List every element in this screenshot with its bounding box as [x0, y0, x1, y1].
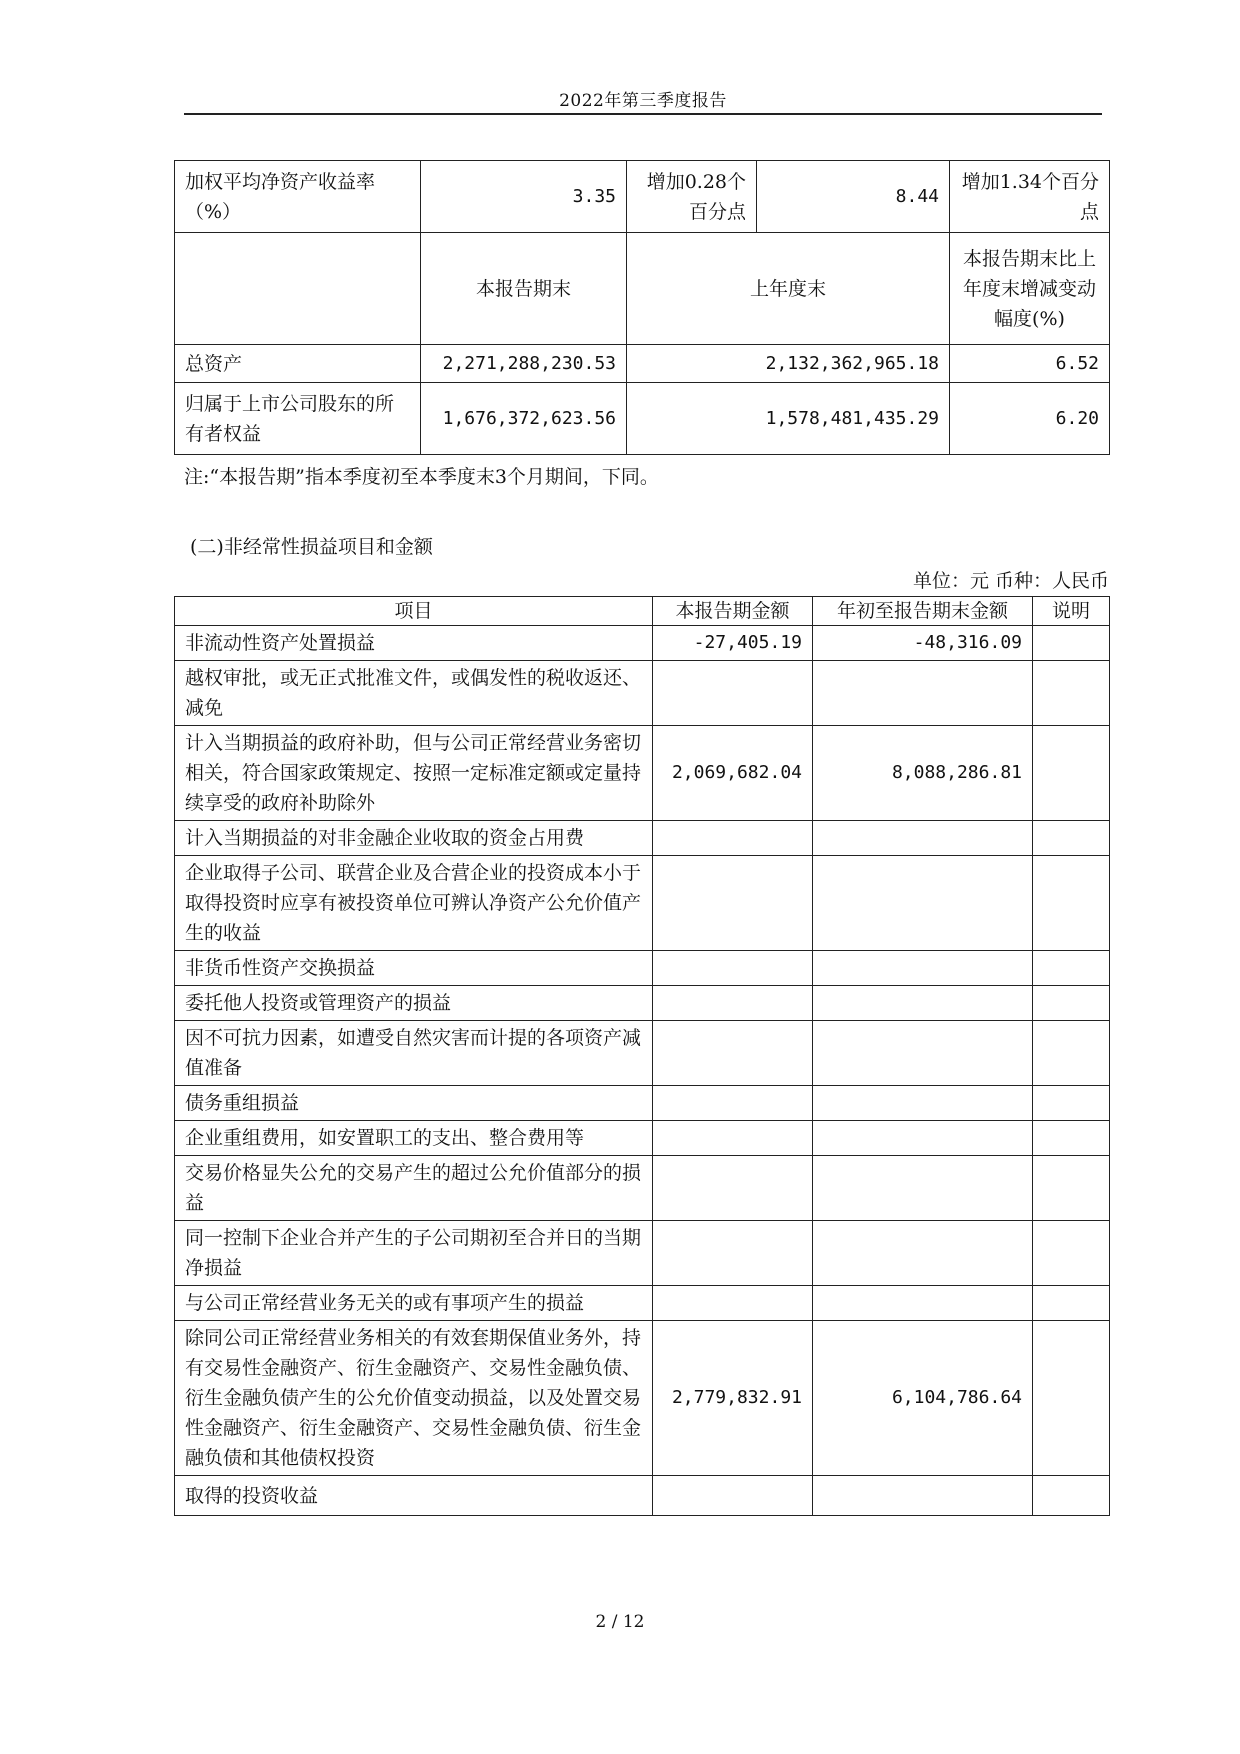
ytd-amount [813, 951, 1033, 986]
table-row [175, 383, 1110, 455]
remark [1033, 1286, 1110, 1321]
current-amount [653, 1286, 813, 1321]
item-label: 交易价格显失公允的交易产生的超过公允价值部分的损益 [175, 1156, 653, 1221]
current-amount [653, 1021, 813, 1086]
ytd-amount [813, 1121, 1033, 1156]
table-header-row [175, 233, 1110, 345]
row-label: 总资产 [175, 345, 421, 383]
current-amount [653, 1156, 813, 1221]
header-rule [184, 113, 1102, 115]
table-row [175, 951, 1110, 986]
remark [1033, 1476, 1110, 1516]
remark [1033, 1156, 1110, 1221]
row-period-end: 1,676,372,623.56 [421, 383, 627, 455]
row-change: 6.20 [950, 383, 1110, 455]
table-row [175, 1221, 1110, 1286]
table-header-row [175, 597, 1110, 626]
item-label: 越权审批，或无正式批准文件，或偶发性的税收返还、减免 [175, 661, 653, 726]
table-row [175, 1286, 1110, 1321]
ytd-amount [813, 661, 1033, 726]
remark [1033, 626, 1110, 661]
remark [1033, 821, 1110, 856]
current-amount [653, 1086, 813, 1121]
row-period-end: 2,271,288,230.53 [421, 345, 627, 383]
table-row [175, 726, 1110, 821]
ytd-amount: 6,104,786.64 [813, 1321, 1033, 1476]
col-header-remark: 说明 [1033, 597, 1110, 626]
item-label: 债务重组损益 [175, 1086, 653, 1121]
section-title: (二)非经常性损益项目和金额 [190, 536, 433, 558]
remark [1033, 1086, 1110, 1121]
roe-ytd-change: 增加1.34个百分点 [950, 161, 1110, 233]
item-label: 非货币性资产交换损益 [175, 951, 653, 986]
remark [1033, 856, 1110, 951]
remark [1033, 661, 1110, 726]
roe-ytd: 8.44 [757, 161, 950, 233]
ytd-amount [813, 986, 1033, 1021]
roe-label: 加权平均净资产收益率（%） [175, 161, 421, 233]
item-label: 取得的投资收益 [175, 1476, 653, 1516]
item-label: 除同公司正常经营业务相关的有效套期保值业务外，持有交易性金融资产、衍生金融资产、交易性金融负债、衍生金融负债产生的公允价值变动损益，以及处置交易性金融资产、衍生金融资产、交易性金融负债、衍生金融负债和其他债权投资 [175, 1321, 653, 1476]
header-period-end: 本报告期末 [421, 233, 627, 345]
header-last-year-end: 上年度末 [627, 233, 950, 345]
item-label: 企业取得子公司、联营企业及合营企业的投资成本小于取得投资时应享有被投资单位可辨认净资产公允价值产生的收益 [175, 856, 653, 951]
header-change-pct: 本报告期末比上年度末增减变动幅度(%) [950, 233, 1110, 345]
row-label: 归属于上市公司股东的所有者权益 [175, 383, 421, 455]
table-row [175, 986, 1110, 1021]
roe-current-change: 增加0.28个百分点 [627, 161, 757, 233]
table-row [175, 1121, 1110, 1156]
ytd-amount [813, 821, 1033, 856]
current-amount [653, 951, 813, 986]
remark [1033, 1321, 1110, 1476]
ytd-amount: -48,316.09 [813, 626, 1033, 661]
current-amount [653, 661, 813, 726]
ytd-amount [813, 1221, 1033, 1286]
current-amount: 2,069,682.04 [653, 726, 813, 821]
table-row [175, 661, 1110, 726]
current-amount [653, 1121, 813, 1156]
key-indicators-table [174, 160, 1110, 455]
ytd-amount [813, 1476, 1033, 1516]
item-label: 计入当期损益的对非金融企业收取的资金占用费 [175, 821, 653, 856]
current-amount [653, 1476, 813, 1516]
ytd-amount [813, 1286, 1033, 1321]
remark [1033, 986, 1110, 1021]
item-label: 企业重组费用，如安置职工的支出、整合费用等 [175, 1121, 653, 1156]
report-header: 2022年第三季度报告 [559, 91, 727, 111]
col-header-ytd: 年初至报告期末金额 [813, 597, 1033, 626]
header-blank [175, 233, 421, 345]
roe-current: 3.35 [421, 161, 627, 233]
table-row [175, 1476, 1110, 1516]
current-amount [653, 821, 813, 856]
table-row [175, 345, 1110, 383]
ytd-amount [813, 1156, 1033, 1221]
table-row [175, 161, 1110, 233]
table-row [175, 1321, 1110, 1476]
ytd-amount [813, 1086, 1033, 1121]
row-change: 6.52 [950, 345, 1110, 383]
current-amount: -27,405.19 [653, 626, 813, 661]
remark [1033, 1021, 1110, 1086]
item-label: 同一控制下企业合并产生的子公司期初至合并日的当期净损益 [175, 1221, 653, 1286]
table-row [175, 1021, 1110, 1086]
table-note: 注:“本报告期”指本季度初至本季度末3个月期间，下同。 [184, 466, 659, 488]
item-label: 委托他人投资或管理资产的损益 [175, 986, 653, 1021]
unit-currency-line: 单位：元 币种：人民币 [912, 570, 1109, 592]
table-row [175, 821, 1110, 856]
page-number: 2 / 12 [595, 1612, 645, 1632]
current-amount [653, 856, 813, 951]
current-amount: 2,779,832.91 [653, 1321, 813, 1476]
table-row [175, 856, 1110, 951]
remark [1033, 951, 1110, 986]
col-header-item: 项目 [175, 597, 653, 626]
item-label: 与公司正常经营业务无关的或有事项产生的损益 [175, 1286, 653, 1321]
remark [1033, 1121, 1110, 1156]
ytd-amount: 8,088,286.81 [813, 726, 1033, 821]
row-last-year-end: 2,132,362,965.18 [627, 345, 950, 383]
table-row [175, 1156, 1110, 1221]
row-last-year-end: 1,578,481,435.29 [627, 383, 950, 455]
current-amount [653, 986, 813, 1021]
non-recurring-items-table [174, 596, 1110, 1516]
table-row [175, 626, 1110, 661]
ytd-amount [813, 1021, 1033, 1086]
table-row [175, 1086, 1110, 1121]
col-header-current: 本报告期金额 [653, 597, 813, 626]
remark [1033, 726, 1110, 821]
item-label: 因不可抗力因素，如遭受自然灾害而计提的各项资产减值准备 [175, 1021, 653, 1086]
item-label: 计入当期损益的政府补助，但与公司正常经营业务密切相关，符合国家政策规定、按照一定标准定额或定量持续享受的政府补助除外 [175, 726, 653, 821]
remark [1033, 1221, 1110, 1286]
ytd-amount [813, 856, 1033, 951]
item-label: 非流动性资产处置损益 [175, 626, 653, 661]
current-amount [653, 1221, 813, 1286]
